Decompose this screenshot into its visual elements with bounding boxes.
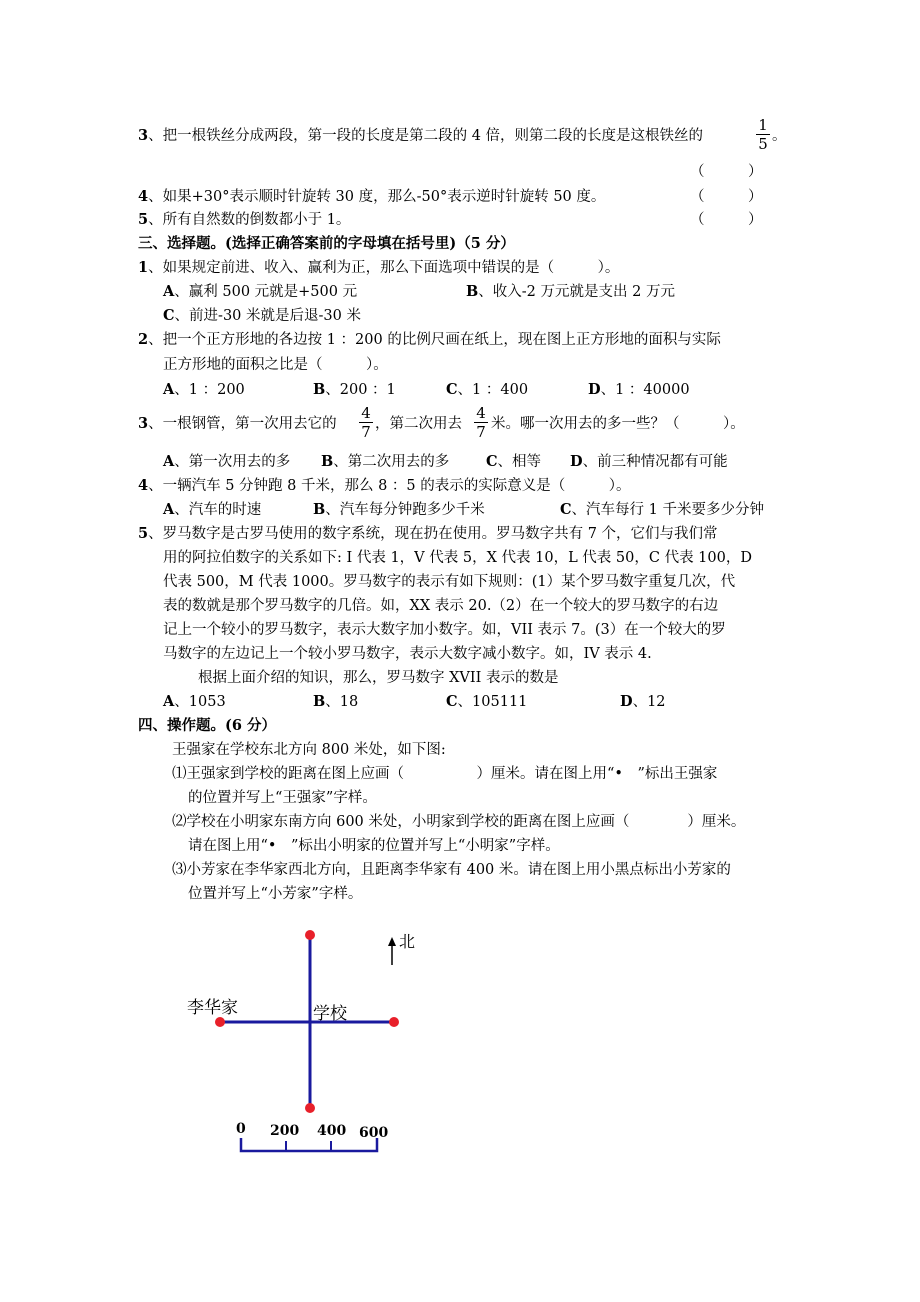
choice-q4-text: 、一辆汽车 5 分钟跑 8 千米，那么 8 ：5 的表示的实际意义是（ ）。 (148, 478, 631, 494)
scale-bar (241, 1138, 377, 1151)
scale-label-400: 400 (317, 1123, 347, 1139)
option-key: C (163, 307, 175, 324)
choice-q3-text3: 米。哪一次用去的多一些？（ ）。 (491, 416, 745, 432)
option-text: 、1 ：400 (457, 382, 529, 398)
lihua-home-dot (215, 1017, 225, 1027)
judge-q4-answer-blank[interactable]: （ ） (690, 189, 763, 205)
option-text: 、汽车的时速 (174, 502, 262, 518)
scale-label-200: 200 (270, 1123, 300, 1139)
section-3-title: 三、选择题。(选择正确答案前的字母填在括号里)（5 分） (138, 235, 515, 252)
scale-label-600: 600 (359, 1125, 389, 1141)
op-part3: ⑶小芳家在李华家西北方向，且距离李华家有 400 米。请在图上用小黑点标出小芳家的 (172, 862, 731, 878)
option-text: 、赢利 500 元就是+500 元 (174, 284, 358, 300)
choice-q2-text-line2: 正方形地的面积之比是（ ）。 (163, 357, 388, 373)
judge-q3-number: 3 (138, 127, 149, 144)
east-end-dot (389, 1017, 399, 1027)
option-key: B (466, 283, 479, 300)
north-end-dot (305, 930, 315, 940)
option-text: 、1 ：40000 (600, 382, 690, 398)
option-text: 、105111 (457, 694, 528, 710)
scale-label-0: 0 (236, 1121, 246, 1137)
option-text: 、第二次用去的多 (333, 454, 450, 470)
lihua-home-label: 李华家 (187, 998, 238, 1018)
op-intro: 王强家在学校东北方向 800 米处，如下图: (172, 742, 446, 758)
choice-q3-number: 3 (138, 415, 149, 432)
judge-q4-number: 4 (138, 188, 149, 205)
choice-q3-text1: 、一根钢管，第一次用去它的 (148, 416, 337, 432)
choice-q5-line4: 表的数就是那个罗马数字的几倍。如，XX 表示 20.（2）在一个较大的罗马数字的右边 (163, 598, 719, 614)
option-key: C (486, 453, 498, 470)
choice-q5-text: 、罗马数字是古罗马使用的数字系统，现在扔在使用。罗马数字共有 7 个，它们与我们常 (148, 526, 718, 542)
option-text: 、1053 (174, 694, 226, 710)
choice-q5-number: 5 (138, 525, 149, 542)
judge-q5-text: 、所有自然数的倒数都小于 1。 (148, 212, 351, 228)
north-label: 北 (399, 932, 416, 951)
option-key: D (588, 381, 601, 398)
option-key: A (163, 381, 175, 398)
choice-q3-text2: ，第二次用去 (375, 416, 462, 432)
option-text: 、前三种情况都有可能 (582, 454, 728, 470)
fraction-numerator: 1 (758, 116, 768, 134)
option-key: B (313, 501, 326, 518)
choice-q2-number: 2 (138, 331, 149, 348)
option-text: 、200 ：1 (325, 382, 396, 398)
judge-q3-text: 、把一根铁丝分成两段，第一段的长度是第二段的 4 倍，则第二段的长度是这根铁丝的 (148, 128, 704, 144)
choice-q5-line6: 马数字的左边记上一个较小罗马数字，表示大数字减小数字。如，IV 表示 4. (163, 646, 652, 662)
choice-q4-number: 4 (138, 477, 149, 494)
op-part1-line2: 的位置并写上“王强家”字样。 (188, 790, 377, 806)
fraction-denominator: 7 (476, 423, 486, 441)
fraction-numerator: 4 (476, 404, 486, 422)
choice-q1-number: 1 (138, 259, 149, 276)
option-key: C (560, 501, 572, 518)
option-text: 、前进-30 米就是后退-30 米 (174, 308, 361, 324)
option-key: D (570, 453, 583, 470)
choice-q5-line5: 记上一个较小的罗马数字，表示大数字加小数字。如，VII 表示 7。(3）在一个较大的罗 (163, 622, 726, 638)
option-key: A (163, 693, 175, 710)
option-key: D (620, 693, 633, 710)
judge-q3-end: 。 (772, 128, 787, 144)
op-part2-line2: 请在图上用“• ”标出小明家的位置并写上“小明家”字样。 (188, 838, 560, 854)
option-key: B (313, 381, 326, 398)
school-label: 学校 (313, 1004, 347, 1024)
south-end-dot (305, 1103, 315, 1113)
option-key: C (446, 693, 458, 710)
choice-q5-line2: 用的阿拉伯数字的关系如下: I 代表 1，V 代表 5，X 代表 10，L 代表 50，C 代表 100，D (163, 550, 752, 566)
option-key: A (163, 453, 175, 470)
choice-q5-line3: 代表 500，M 代表 1000。罗马数字的表示有如下规则：(1）某个罗马数字重复几次，代 (163, 574, 736, 590)
choice-q1-text: 、如果规定前进、收入、赢利为正，那么下面选项中错误的是（ ）。 (148, 260, 620, 276)
option-text: 、相等 (497, 454, 542, 470)
op-part2: ⑵学校在小明家东南方向 600 米处，小明家到学校的距离在图上应画（ ）厘米。 (172, 814, 746, 830)
fraction-denominator: 5 (758, 135, 768, 153)
judge-q5-number: 5 (138, 211, 149, 228)
judge-q3-answer-blank[interactable]: （ ） (690, 164, 763, 180)
option-key: A (163, 283, 175, 300)
fraction-numerator: 4 (361, 404, 371, 422)
choice-q5-line7: 根据上面介绍的知识，那么，罗马数字 XVII 表示的数是 (198, 670, 559, 686)
option-key: A (163, 501, 175, 518)
section-4-title: 四、操作题。(6 分） (138, 717, 276, 734)
option-text: 、汽车每行 1 千米要多少分钟 (571, 502, 764, 518)
north-arrow-head (388, 937, 396, 946)
option-key: C (446, 381, 458, 398)
op-part3-line2: 位置并写上“小芳家”字样。 (188, 886, 363, 902)
op-part1: ⑴王强家到学校的距离在图上应画（ ）厘米。请在图上用“• ”标出王强家 (172, 766, 718, 782)
choice-q2-text: 、把一个正方形地的各边按 1 ：200 的比例尺画在纸上，现在图上正方形地的面积与实际 (148, 332, 721, 348)
option-key: B (313, 693, 326, 710)
option-text: 、汽车每分钟跑多少千米 (325, 502, 485, 518)
option-text: 、18 (325, 694, 359, 710)
judge-q5-answer-blank[interactable]: （ ） (690, 212, 763, 228)
option-text: 、1 ：200 (174, 382, 245, 398)
judge-q4-text: 、如果+30°表示顺时针旋转 30 度，那么-50°表示逆时针旋转 50 度。 (148, 189, 606, 205)
option-text: 、第一次用去的多 (174, 454, 291, 470)
fraction-denominator: 7 (361, 423, 371, 441)
option-key: B (321, 453, 334, 470)
option-text: 、收入-2 万元就是支出 2 万元 (478, 284, 675, 300)
option-text: 、12 (632, 694, 666, 710)
